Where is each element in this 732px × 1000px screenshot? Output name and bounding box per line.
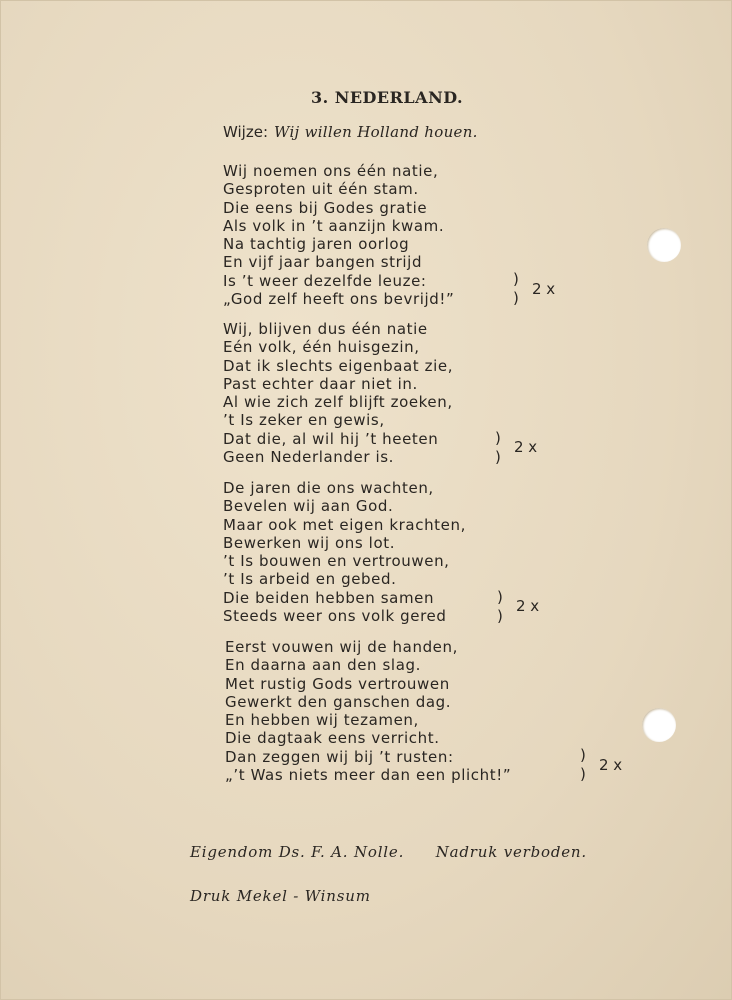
reprint-notice: Nadruk verboden. bbox=[435, 843, 587, 861]
printer-line: Druk Mekel - Winsum bbox=[190, 887, 371, 905]
repeat-bracket: ) bbox=[497, 588, 503, 606]
stanza-line: Eén volk, één huisgezin, bbox=[223, 338, 420, 357]
stanza-line: „’t Was niets meer dan een plicht!” bbox=[225, 766, 512, 785]
stanza-line: ’t Is bouwen en vertrouwen, bbox=[223, 552, 450, 571]
repeat-bracket: ) bbox=[513, 289, 519, 307]
repeat-bracket: ) bbox=[495, 448, 501, 466]
copyright-line bbox=[190, 843, 587, 861]
stanza-2 bbox=[223, 320, 453, 466]
punch-hole-top bbox=[647, 228, 681, 262]
repeat-marker-4: 2 x bbox=[599, 756, 623, 774]
stanza-line: Die eens bij Godes gratie bbox=[223, 198, 428, 217]
repeat-marker-1: 2 x bbox=[532, 280, 556, 298]
stanza-line: Bevelen wij aan God. bbox=[223, 497, 394, 516]
stanza-line: Steeds weer ons volk gered bbox=[223, 607, 447, 626]
tune-label: Wijze: bbox=[223, 123, 268, 141]
stanza-line: Al wie zich zelf blijft zoeken, bbox=[223, 393, 453, 412]
stanza-line: En vijf jaar bangen strijd bbox=[223, 253, 423, 272]
tune-line bbox=[223, 123, 478, 141]
tune-name: Wij willen Holland houen. bbox=[274, 123, 478, 141]
stanza-line: Wij noemen ons één natie, bbox=[223, 162, 439, 180]
stanza-line: Gewerkt den ganschen dag. bbox=[225, 692, 452, 711]
stanza-line: Past echter daar niet in. bbox=[223, 374, 418, 393]
stanza-3 bbox=[223, 479, 466, 625]
stanza-line: Met rustig Gods vertrouwen bbox=[225, 674, 450, 693]
repeat-marker-3: 2 x bbox=[516, 597, 540, 615]
stanza-line: Wij, blijven dus één natie bbox=[223, 320, 428, 338]
stanza-line: Die beiden hebben samen bbox=[223, 588, 435, 607]
stanza-line: En daarna aan den slag. bbox=[225, 656, 421, 675]
stanza-line: De jaren die ons wachten, bbox=[223, 479, 434, 497]
stanza-line: Maar ook met eigen krachten, bbox=[223, 515, 466, 534]
stanza-line: „God zelf heeft ons bevrijd!” bbox=[223, 290, 455, 309]
stanza-line: ’t Is zeker en gewis, bbox=[223, 411, 385, 430]
stanza-line: Dan zeggen wij bij ’t rusten: bbox=[225, 747, 454, 766]
song-title: 3. NEDERLAND. bbox=[310, 88, 464, 107]
stanza-4 bbox=[225, 638, 511, 784]
repeat-bracket: ) bbox=[580, 746, 586, 764]
repeat-bracket: ) bbox=[580, 765, 586, 783]
stanza-1 bbox=[223, 162, 454, 308]
repeat-bracket: ) bbox=[513, 270, 519, 288]
repeat-bracket: ) bbox=[495, 429, 501, 447]
stanza-line: Geen Nederlander is. bbox=[223, 448, 395, 467]
stanza-line: Eerst vouwen wij de handen, bbox=[225, 638, 458, 656]
stanza-line: Na tachtig jaren oorlog bbox=[223, 235, 410, 254]
stanza-line: Bewerken wij ons lot. bbox=[223, 533, 396, 552]
stanza-line: Die dagtaak eens verricht. bbox=[225, 729, 440, 748]
stanza-line: Als volk in ’t aanzijn kwam. bbox=[223, 216, 445, 235]
punch-hole-bottom bbox=[642, 708, 676, 742]
stanza-line: Is ’t weer dezelfde leuze: bbox=[223, 271, 427, 290]
stanza-line: ’t Is arbeid en gebed. bbox=[223, 570, 397, 589]
repeat-bracket: ) bbox=[497, 607, 503, 625]
stanza-line: Dat die, al wil hij ’t heeten bbox=[223, 429, 439, 448]
stanza-line: En hebben wij tezamen, bbox=[225, 711, 419, 730]
owner-text: Eigendom Ds. F. A. Nolle. bbox=[190, 843, 405, 861]
stanza-line: Gesproten uit één stam. bbox=[223, 180, 419, 199]
stanza-line: Dat ik slechts eigenbaat zie, bbox=[223, 356, 454, 375]
repeat-marker-2: 2 x bbox=[514, 438, 538, 456]
